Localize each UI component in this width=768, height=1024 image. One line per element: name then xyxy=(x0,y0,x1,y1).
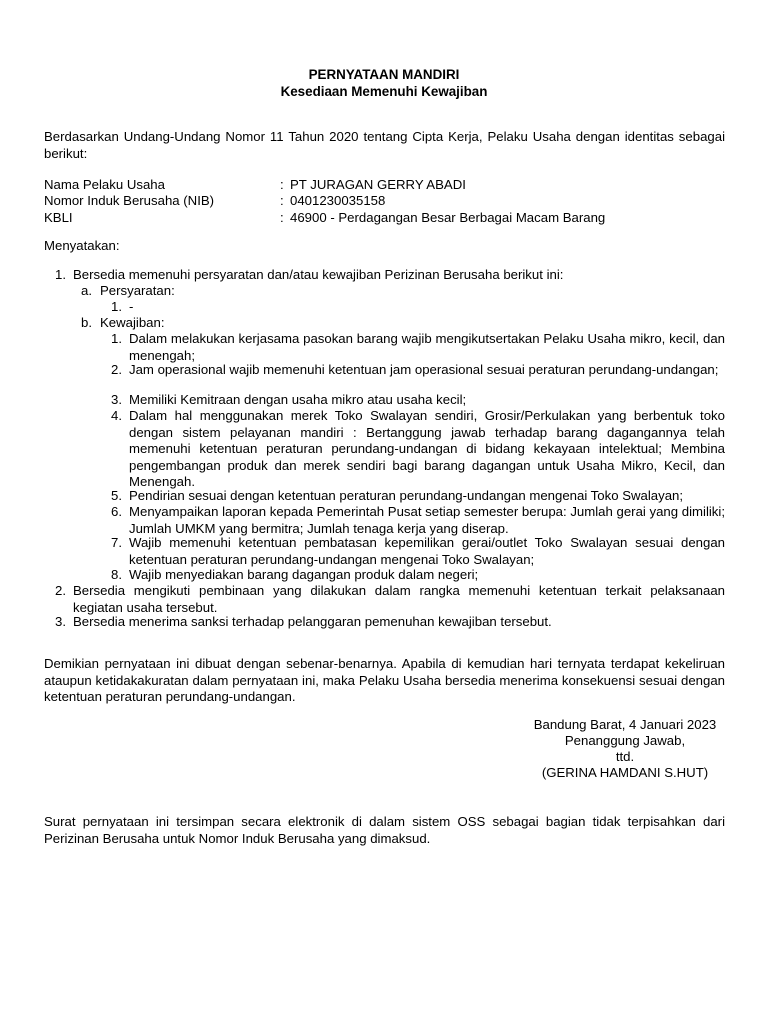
identity-label-kbli: KBLI xyxy=(44,210,73,225)
obligation-number: 1. xyxy=(111,331,122,346)
obligation-text: Pendirian sesuai dengan ketentuan peraturan perundang-undangan mengenai Toko Swalayan; xyxy=(129,488,684,503)
obligation-number: 6. xyxy=(111,504,122,519)
identity-sep: : xyxy=(280,177,284,192)
document-subtitle: Kesediaan Memenuhi Kewajiban xyxy=(280,84,488,99)
identity-sep: : xyxy=(280,210,284,225)
point-number: 2. xyxy=(55,583,66,598)
obligation-text: Wajib memenuhi ketentuan pembatasan kepemilikan gerai/outlet Toko Swalayan sesuai dengan ketentuan peraturan perundang-undangan mengenai Toko Swalayan; xyxy=(129,535,725,567)
requirement-text: - xyxy=(129,299,134,314)
signature-signed: ttd. xyxy=(615,749,635,764)
closing-paragraph: Demikian pernyataan ini dibuat dengan sebenar-benarnya. Apabila di kemudian hari ternyata terdapat kekeliruan ataupun ketidakakuratan dalam pernyataan ini, maka Pelaku Usaha bersedia menerima konsekuensi sesuai dengan ketentuan peraturan perundang-undangan. xyxy=(44,656,725,704)
identity-value-name: PT JURAGAN GERRY ABADI xyxy=(290,177,466,192)
point-number: 1. xyxy=(55,267,66,282)
declaration-point xyxy=(44,267,725,284)
obligation-text: Wajib menyediakan barang dagangan produk dalam negeri; xyxy=(129,567,479,582)
point-number: 3. xyxy=(55,614,66,629)
identity-label-nib: Nomor Induk Berusaha (NIB) xyxy=(44,193,215,208)
signature-name: (GERINA HAMDANI S.HUT) xyxy=(541,765,709,780)
obligation-text: Menyampaikan laporan kepada Pemerintah Pusat setiap semester berupa: Jumlah gerai yang dimiliki; Jumlah UMKM yang bermitra; Jumlah tenaga kerja yang diserap. xyxy=(129,504,725,536)
obligation-text: Dalam melakukan kerjasama pasokan barang wajib mengikutsertakan Pelaku Usaha mikro, kecil, dan menengah; xyxy=(129,331,725,363)
obligations-number: b. xyxy=(81,315,92,330)
footer-note: Surat pernyataan ini tersimpan secara elektronik di dalam sistem OSS sebagai bagian tidak terpisahkan dari Perizinan Berusaha untuk Nomor Induk Berusaha yang dimaksud. xyxy=(44,814,725,846)
identity-value-nib: 0401230035158 xyxy=(290,193,386,208)
requirements-number: a. xyxy=(81,283,92,298)
identity-sep: : xyxy=(280,193,284,208)
requirement-number: 1. xyxy=(111,299,122,314)
point-text: Bersedia mengikuti pembinaan yang dilakukan dalam rangka memenuhi ketentuan terkait pelaksanaan kegiatan usaha tersebut. xyxy=(73,583,725,615)
obligation-number: 3. xyxy=(111,392,122,407)
obligation-number: 2. xyxy=(111,362,122,377)
obligations-label: Kewajiban: xyxy=(100,315,165,330)
identity-value-kbli: 46900 - Perdagangan Besar Berbagai Macam Barang xyxy=(290,210,606,225)
declaration-point xyxy=(44,614,725,631)
point-text: Bersedia memenuhi persyaratan dan/atau kewajiban Perizinan Berusaha berikut ini: xyxy=(73,267,564,282)
point-text: Bersedia menerima sanksi terhadap pelanggaran pemenuhan kewajiban tersebut. xyxy=(73,614,552,629)
declares-label: Menyatakan: xyxy=(44,238,120,253)
obligation-number: 8. xyxy=(111,567,122,582)
obligation-text: Memiliki Kemitraan dengan usaha mikro atau usaha kecil; xyxy=(129,392,467,407)
signature-place-date: Bandung Barat, 4 Januari 2023 xyxy=(533,717,717,732)
obligation-text: Jam operasional wajib memenuhi ketentuan jam operasional sesuai peraturan perundang-undangan; xyxy=(129,362,719,377)
obligation-number: 7. xyxy=(111,535,122,550)
declaration-point xyxy=(44,583,725,615)
document-title: PERNYATAAN MANDIRI xyxy=(308,67,460,82)
intro-paragraph: Berdasarkan Undang-Undang Nomor 11 Tahun 2020 tentang Cipta Kerja, Pelaku Usaha dengan identitas sebagai berikut: xyxy=(44,129,725,161)
obligation-number: 4. xyxy=(111,408,122,423)
obligation-number: 5. xyxy=(111,488,122,503)
requirements-label: Persyaratan: xyxy=(100,283,175,298)
identity-label-name: Nama Pelaku Usaha xyxy=(44,177,165,192)
obligation-text: Dalam hal menggunakan merek Toko Swalayan sendiri, Grosir/Perkulakan yang berbentuk toko dengan sistem pelayanan mandiri : Bertanggung jawab terhadap barang dagangannya telah memenuhi ketentuan peraturan perundang-undangan di bidang kekayaan intelektual; Membina pengembangan produk dan merek sendiri bagi barang dagangan untuk Usaha Mikro, Kecil, dan Menengah. xyxy=(129,408,725,489)
signature-role: Penanggung Jawab, xyxy=(564,733,686,748)
